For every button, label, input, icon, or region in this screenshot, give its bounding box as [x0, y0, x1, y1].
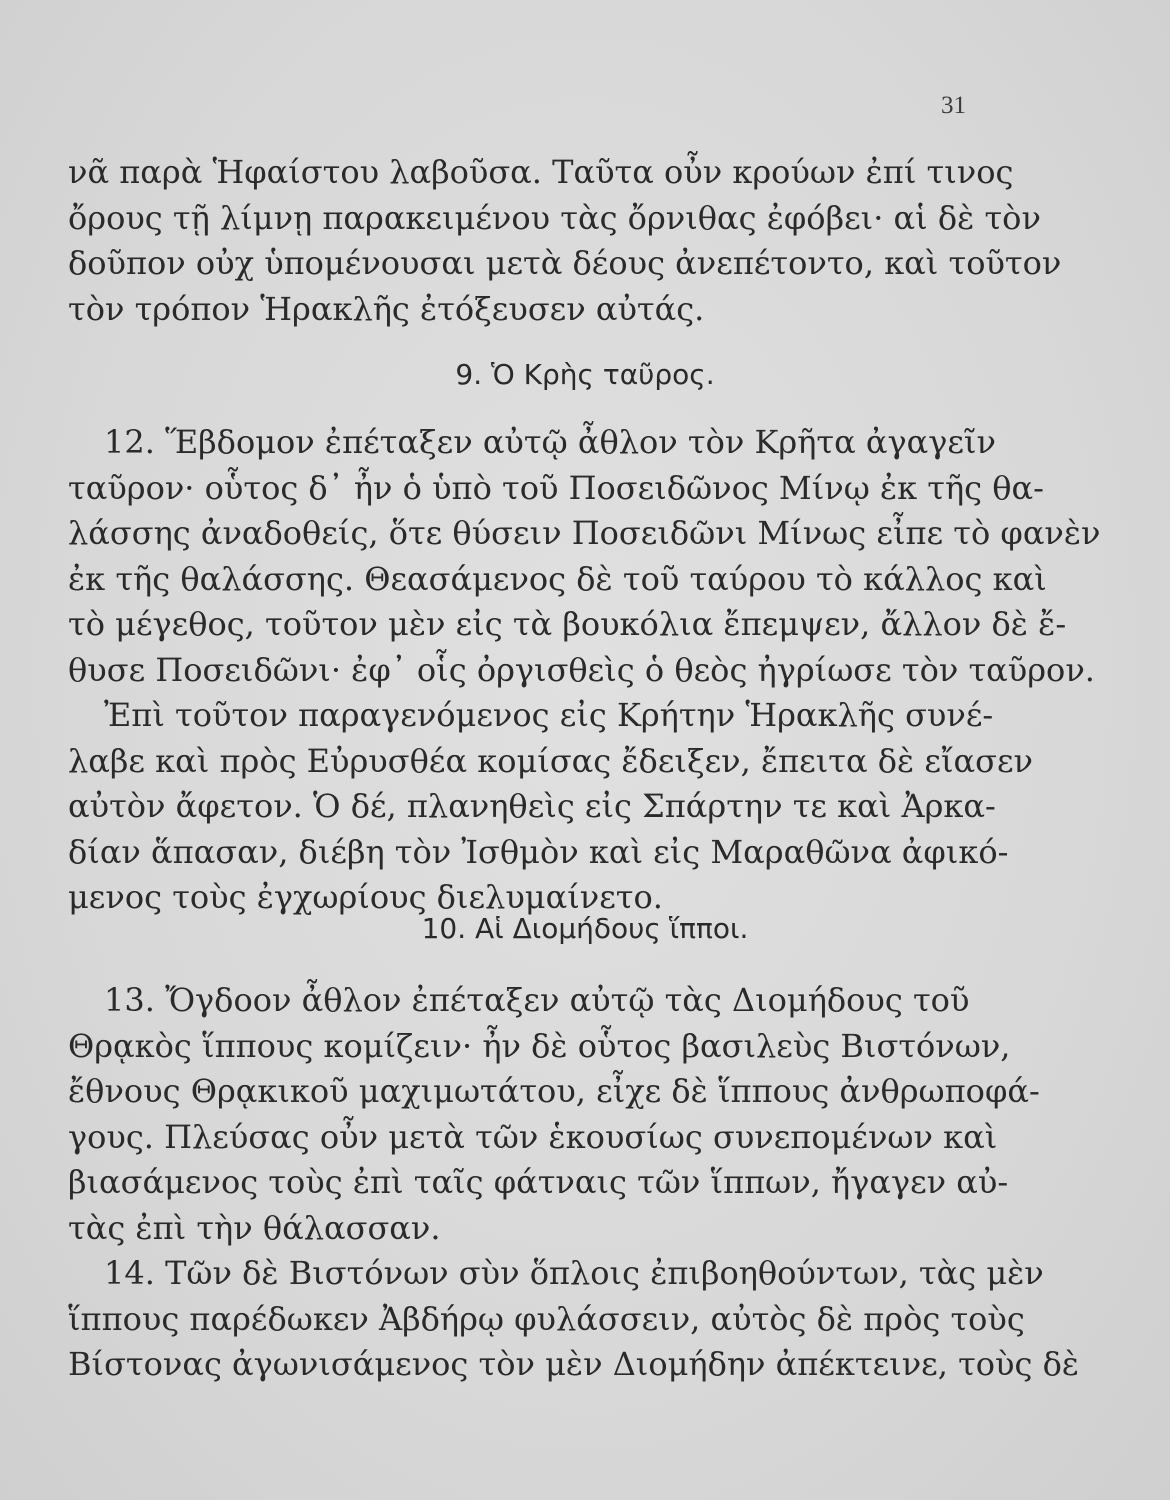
text-line: Ἐπὶ τοῦτον παραγενόμενος εἰς Κρήτην Ἡρακλῆς συνέ-: [104, 696, 994, 734]
text-line: νᾶ παρὰ Ἡφαίστου λαβοῦσα. Ταῦτα οὖν κρούων ἐπί τινος: [68, 153, 1014, 191]
text-line: τὸ μέγεθος, τοῦτον μὲν εἰς τὰ βουκόλια ἔπεμψεν, ἄλλον δὲ ἔ-: [68, 605, 1067, 643]
section-heading-10: 10. Αἱ Διομήδους ἵπποι.: [421, 912, 749, 945]
text-line: Βίστονας ἀγωνισάμενος τὸν μὲν Διομήδην ἀπέκτεινε, τοὺς δὲ: [68, 1345, 1080, 1383]
page-number: 31: [941, 92, 966, 119]
text-line: λαβε καὶ πρὸς Εὐρυσθέα κομίσας ἔδειξεν, ἔπειτα δὲ εἴασεν: [68, 741, 1033, 780]
text-line: θυσε Ποσειδῶνι· ἐφ᾽ οἷς ὀργισθεὶς ὁ θεὸς ἠγρίωσε τὸν ταῦρον.: [68, 650, 1095, 689]
text-line: ὄρους τῇ λίμνῃ παρακειμένου τὰς ὄρνιθας ἐφόβει· αἱ δὲ τὸν: [68, 198, 1041, 237]
text-line: ἐκ τῆς θαλάσσης. Θεασάμενος δὲ τοῦ ταύρου τὸ κάλλος καὶ: [68, 559, 1047, 598]
text-line: δίαν ἅπασαν, διέβη τὸν Ἰσθμὸν καὶ εἰς Μαραθῶνα ἀφικό-: [68, 832, 1009, 871]
text-line: 14. Τῶν δὲ Βιστόνων σὺν ὅπλοις ἐπιβοηθούντων, τὰς μὲν: [104, 1254, 1044, 1292]
text-line: 13. Ὄγδοον ἆθλον ἐπέταξεν αὐτῷ τὰς Διομήδους τοῦ: [104, 981, 970, 1019]
text-line: γους. Πλεύσας οὖν μετὰ τῶν ἑκουσίως συνεπομένων καὶ: [68, 1117, 998, 1156]
paragraph-block-1: [68, 150, 1062, 332]
text-line: ταῦρον· οὗτος δ᾽ ἦν ὁ ὑπὸ τοῦ Ποσειδῶνος Μίνῳ ἐκ τῆς θα-: [68, 468, 1044, 507]
paragraph-block-2: [68, 420, 1101, 921]
text-line: ἵππους παρέδωκεν Ἀβδήρῳ φυλάσσειν, αὐτὸς δὲ πρὸς τοὺς: [68, 1299, 1025, 1338]
text-line: ἔθνους Θρᾳκικοῦ μαχιμωτάτου, εἶχε δὲ ἵππους ἀνθρωποφά-: [68, 1072, 1040, 1110]
paragraph-block-3: [68, 978, 1080, 1388]
text-line: μενος τοὺς ἐγχωρίους διελυμαίνετο.: [68, 878, 663, 916]
text-line: δοῦπον οὐχ ὑπομένουσαι μετὰ δέους ἀνεπέτοντο, καὶ τοῦτον: [68, 244, 1062, 282]
text-line: αὐτὸν ἄφετον. Ὁ δέ, πλανηθεὶς εἰς Σπάρτην τε καὶ Ἀρκα-: [68, 787, 996, 825]
section-heading-9: 9. Ὁ Κρὴς ταῦρος.: [455, 358, 715, 391]
text-line: βιασάμενος τοὺς ἐπὶ ταῖς φάτναις τῶν ἵππων, ἤγαγεν αὐ-: [68, 1163, 1009, 1201]
text-line: Θρᾳκὸς ἵππους κομίζειν· ἦν δὲ οὗτος βασιλεὺς Βιστόνων,: [68, 1026, 1011, 1065]
text-line: λάσσης ἀναδοθείς, ὅτε θύσειν Ποσειδῶνι Μίνως εἶπε τὸ φανὲν: [68, 514, 1101, 552]
text-line: τὸν τρόπον Ἡρακλῆς ἐτόξευσεν αὐτάς.: [68, 289, 705, 328]
text-line: 12. Ἕβδομον ἐπέταξεν αὐτῷ ἆθλον τὸν Κρῆτα ἀγαγεῖν: [104, 423, 996, 461]
text-line: τὰς ἐπὶ τὴν θάλασσαν.: [68, 1208, 441, 1247]
